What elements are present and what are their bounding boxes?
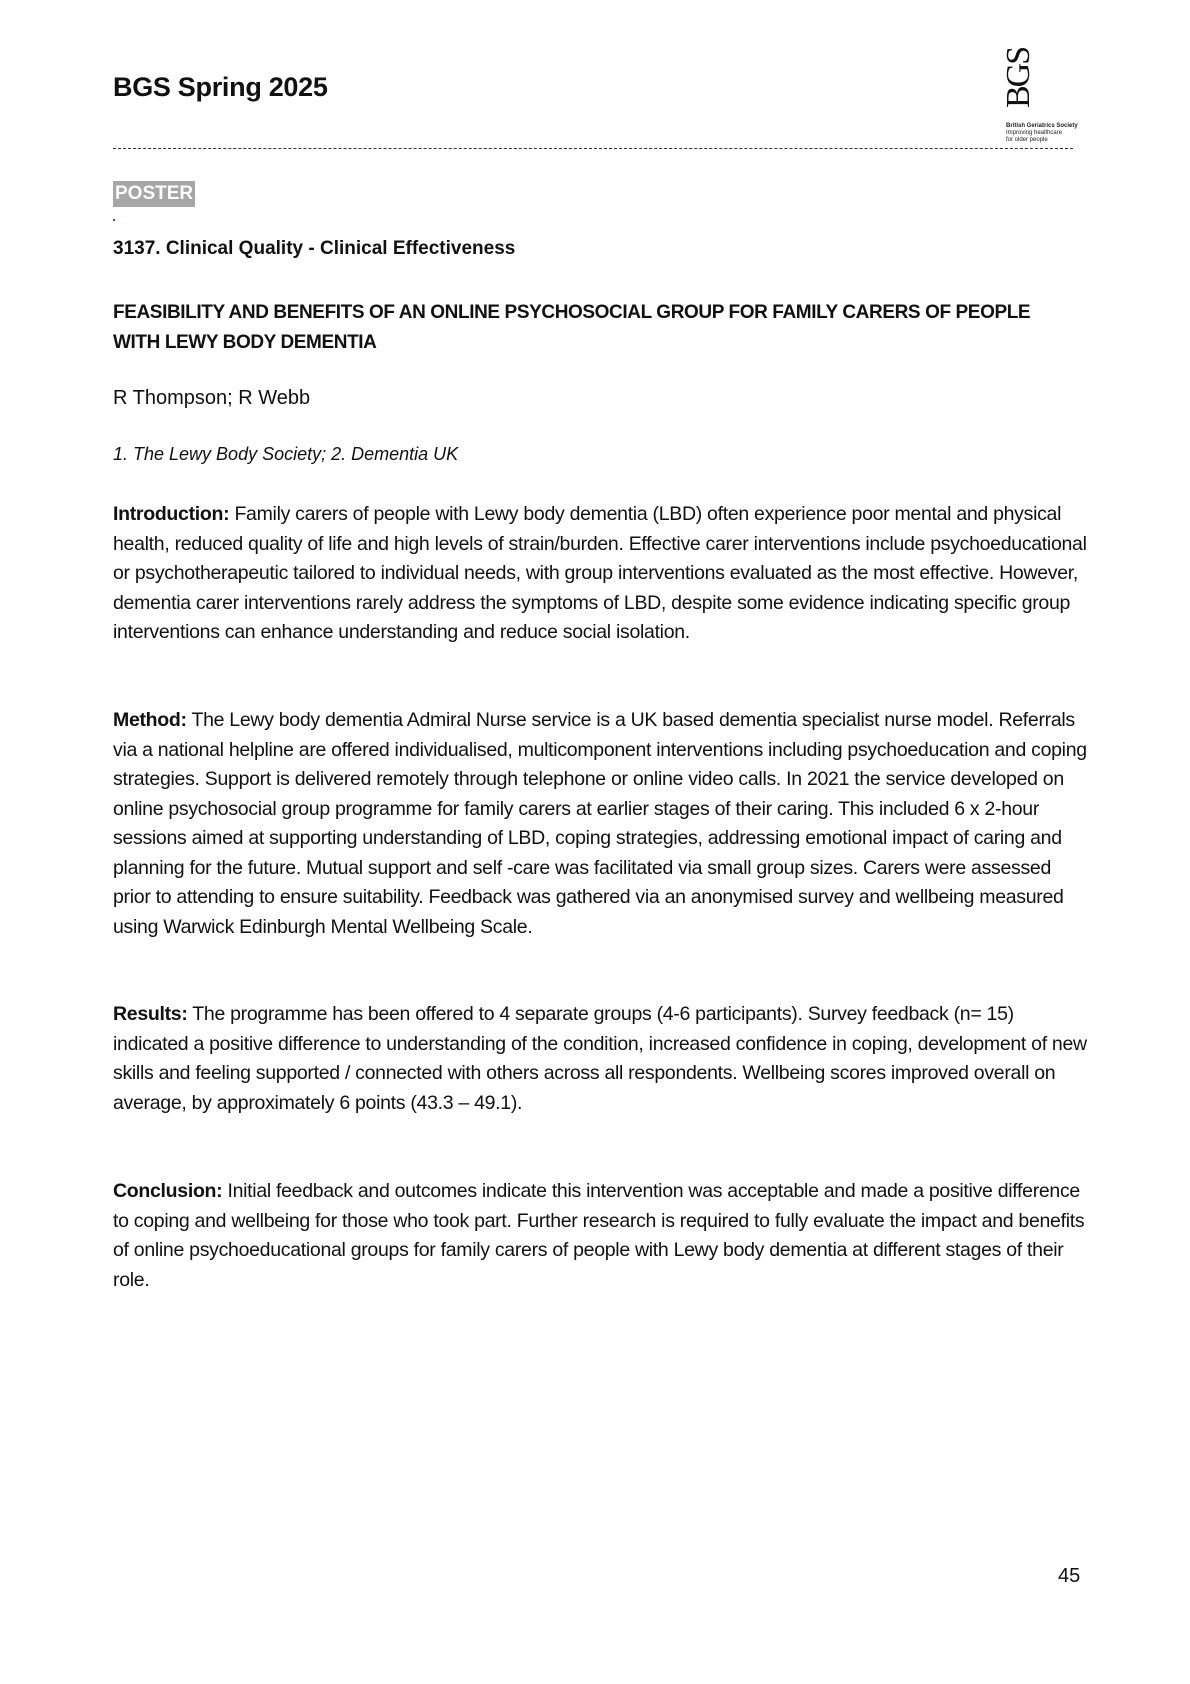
method-text: The Lewy body dementia Admiral Nurse service is a UK based dementia specialist nurse model. Referrals via a national helpline are offered individualised, multicomponent interventions including psychoeducation and coping strategies. Support is delivered remotely through telephone or online video calls. In 2021 the service developed on online psychosocial group programme for family carers at earlier stages of their caring. This included 6 x 2-hour sessions aimed at supporting understanding of LBD, coping strategies, addressing emotional impact of caring and planning for the future. Mutual support and self -care was facilitated via small group sizes. Carers were assessed prior to attending to ensure suitability. Feedback was gathered via an anonymised survey and wellbeing measured using Warwick Edinburgh Mental Wellbeing Scale. (113, 709, 1087, 938)
poster-badge: POSTER (113, 181, 195, 207)
logo-org-name: British Geriatrics Society (1006, 123, 1078, 129)
results-text: The programme has been offered to 4 separate groups (4-6 participants). Survey feedback (n= 15) indicated a positive difference to understanding of the condition, increased confidence in coping, development of new skills and feeling supported / connected with others across all respondents. Wellbeing scores improved overall on average, by approximately 6 points (43.3 – 49.1). (113, 1003, 1087, 1114)
abstract-title: FEASIBILITY AND BENEFITS OF AN ONLINE PSYCHOSOCIAL GROUP FOR FAMILY CARERS OF PEOPLE WITH LEWY BODY DEMENTIA (113, 302, 1031, 353)
method-paragraph (113, 706, 1088, 942)
results-label: Results: (113, 1003, 188, 1025)
authors: R Thompson; R Webb (113, 387, 311, 409)
method-label: Method: (113, 709, 187, 731)
document-header-title: BGS Spring 2025 (113, 72, 328, 102)
logo-tagline-1: Improving healthcare (1006, 130, 1063, 136)
bgs-logo-text (1006, 123, 1078, 144)
affiliations: 1. The Lewy Body Society; 2. Dementia UK (113, 444, 459, 464)
conclusion-label: Conclusion: (113, 1180, 223, 1202)
introduction-label: Introduction: (113, 503, 230, 525)
abstract-category: 3137. Clinical Quality - Clinical Effectiveness (113, 238, 516, 259)
results-paragraph (113, 1000, 1088, 1118)
conclusion-text: Initial feedback and outcomes indicate this intervention was acceptable and made a positive difference to coping and wellbeing for those who took part. Further research is required to fully evaluate the impact and benefits of online psychoeducational groups for family carers of people with Lewy body dementia at different stages of their role. (113, 1180, 1085, 1291)
page-number: 45 (1058, 1565, 1081, 1587)
bgs-logo (1000, 47, 1100, 145)
introduction-text: Family carers of people with Lewy body dementia (LBD) often experience poor mental and physical health, reduced quality of life and high levels of strain/burden. Effective carer interventions include psychoeducational or psychotherapeutic tailored to individual needs, with group interventions evaluated as the most effective. However, dementia carer interventions rarely address the symptoms of LBD, despite some evidence indicating specific group interventions can enhance understanding and reduce social isolation. (113, 503, 1087, 643)
conclusion-paragraph (113, 1177, 1088, 1295)
stray-dot (113, 219, 115, 221)
introduction-paragraph (113, 500, 1088, 648)
logo-tagline-2: for older people (1006, 137, 1048, 143)
header-divider (113, 148, 1073, 149)
bgs-logo-mark: BGS (1000, 47, 1037, 108)
